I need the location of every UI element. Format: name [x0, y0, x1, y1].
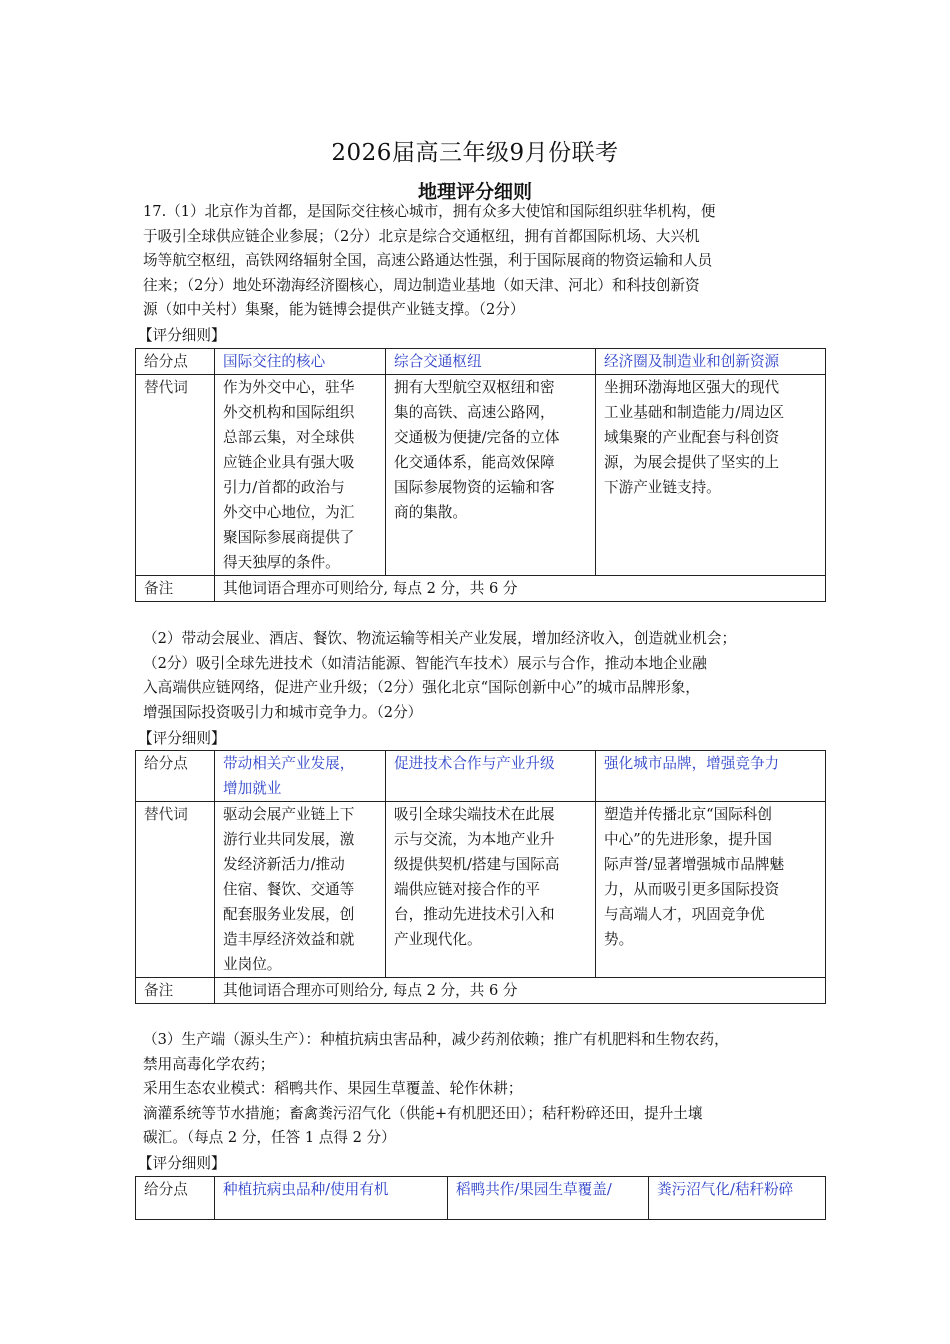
q17-3-rubric-table — [135, 1176, 826, 1220]
cell-line: 强化城市品牌，增强竞争力 — [604, 755, 780, 772]
cell-line: 总部云集，对全球供 — [223, 429, 355, 446]
cell-line: 游行业共同发展，激 — [223, 831, 355, 848]
cell-line: 域集聚的产业配套与科创资 — [604, 429, 780, 446]
cell-line: 造丰厚经济效益和就 — [223, 931, 355, 948]
cell-line: 作为外交中心，驻华 — [223, 379, 355, 396]
doc-subtitle: 地理评分细则 — [417, 181, 532, 203]
scoring-point: 国际交往的核心 — [215, 349, 386, 375]
cell-line: 外交中心地位，为汇 — [223, 504, 355, 521]
alternative-cell — [386, 802, 596, 978]
cell-line: 与高端人才，巩固竞争优 — [604, 906, 765, 923]
q17-2-answer — [143, 627, 823, 725]
doc-title: 2026届高三年级9月份联考 — [331, 140, 619, 166]
cell-line: 驱动会展产业链上下 — [223, 806, 355, 823]
q17-3-line: 采用生态农业模式：稻鸭共作、果园生草覆盖、轮作休耕； — [143, 1080, 523, 1097]
cell-line: 住宿、餐饮、交通等 — [223, 881, 355, 898]
cell-line: 产业现代化。 — [394, 931, 482, 948]
cell-line: 外交机构和国际组织 — [223, 404, 355, 421]
q17-3-line: 禁用高毒化学农药； — [143, 1055, 275, 1073]
q17-1-answer — [143, 200, 823, 323]
cell-line: 业岗位。 — [223, 956, 282, 973]
row-head-points: 给分点 — [136, 1177, 215, 1220]
q17-2-rubric-table — [135, 750, 826, 1004]
q17-3-line: 碳汇。（每点 2 分，任答 1 点得 2 分） — [143, 1129, 396, 1146]
cell-line: 化交通体系，能高效保障 — [394, 454, 555, 471]
table-row — [136, 349, 826, 375]
q17-1-line: 往来；（2分）地处环渤海经济圈核心，周边制造业基地（如天津、河北）和科技创新资 — [143, 276, 700, 294]
cell-line: 聚国际参展商提供了 — [223, 529, 355, 546]
cell-line: 带动相关产业发展， — [223, 755, 355, 772]
cell-line: 端供应链对接合作的平 — [394, 881, 540, 898]
cell-line: 下游产业链支持。 — [604, 479, 721, 496]
cell-line: 势。 — [604, 931, 634, 948]
scoring-point: 粪污沼气化/秸秆粉碎 — [649, 1177, 826, 1220]
scoring-point: 稻鸭共作/果园生草覆盖/ — [448, 1177, 649, 1220]
cell-line: 台，推动先进技术引入和 — [394, 906, 555, 923]
table-row — [136, 802, 826, 978]
cell-line: 中心”的先进形象，提升国 — [604, 831, 772, 848]
alternative-cell — [596, 802, 826, 978]
q17-3-line: （3）生产端（源头生产）：种植抗病虫害品种，减少药剂依赖；推广有机肥料和生物农药， — [143, 1031, 729, 1048]
cell-line: 塑造并传播北京“国际科创 — [604, 806, 772, 823]
cell-line: 引力/首都的政治与 — [223, 479, 345, 496]
row-head-points: 给分点 — [136, 349, 215, 375]
alternative-cell — [215, 375, 386, 576]
cell-line: 国际参展物资的运输和客 — [394, 479, 555, 496]
q17-1-line: 场等航空枢纽，高铁网络辐射全国，高速公路通达性强，利于国际展商的物资运输和人员 — [143, 252, 713, 269]
alternative-cell — [596, 375, 826, 576]
q17-2-rubric-label: 【评分细则】 — [138, 730, 226, 747]
scoring-point: 种植抗病虫品种/使用有机 — [215, 1177, 448, 1220]
alternative-cell — [386, 375, 596, 576]
row-head-note: 备注 — [136, 978, 215, 1004]
cell-line: 拥有大型航空双枢纽和密 — [394, 379, 555, 396]
cell-line: 配套服务业发展，创 — [223, 906, 355, 923]
cell-line: 增加就业 — [223, 780, 282, 797]
table-row — [136, 751, 826, 802]
q17-1-rubric-table — [135, 348, 826, 602]
cell-line: 促进技术合作与产业升级 — [394, 755, 555, 772]
cell-line: 工业基础和制造能力/周边区 — [604, 404, 785, 421]
note-cell: 其他词语合理亦可则给分, 每点 2 分，共 6 分 — [215, 576, 826, 602]
q17-2-line: （2）带动会展业、酒店、餐饮、物流运输等相关产业发展，增加经济收入，创造就业机会； — [143, 630, 737, 647]
scoring-point: 综合交通枢纽 — [386, 349, 596, 375]
table-row — [136, 375, 826, 576]
scoring-point — [386, 751, 596, 802]
q17-1-line: 17.（1）北京作为首都，是国际交往核心城市，拥有众多大使馆和国际组织驻华机构，便 — [143, 203, 716, 220]
cell-line: 集的高铁、高速公路网， — [394, 404, 555, 421]
cell-line: 际声誉/显著增强城市品牌魅 — [604, 856, 785, 873]
row-head-alternatives: 替代词 — [136, 802, 215, 978]
q17-1-line: 于吸引全球供应链企业参展；（2分）北京是综合交通枢纽，拥有首都国际机场、大兴机 — [143, 227, 700, 245]
q17-2-line: 入高端供应链网络，促进产业升级；（2分）强化北京“国际创新中心”的城市品牌形象， — [143, 679, 700, 696]
cell-line: 示与交流，为本地产业升 — [394, 831, 555, 848]
q17-3-answer — [143, 1028, 823, 1151]
row-head-alternatives: 替代词 — [136, 375, 215, 576]
q17-1-line: 源（如中关村）集聚，能为链博会提供产业链支撑。（2分） — [143, 301, 525, 318]
note-cell: 其他词语合理亦可则给分, 每点 2 分，共 6 分 — [215, 978, 826, 1004]
cell-line: 得天独厚的条件。 — [223, 554, 340, 571]
q17-1-rubric-label: 【评分细则】 — [138, 327, 226, 344]
cell-line: 发经济新活力/推动 — [223, 856, 345, 873]
cell-line: 级提供契机/搭建与国际高 — [394, 856, 560, 873]
q17-2-line: 增强国际投资吸引力和城市竞争力。（2分） — [143, 703, 423, 721]
q17-3-rubric-label: 【评分细则】 — [138, 1155, 226, 1172]
row-head-note: 备注 — [136, 576, 215, 602]
cell-line: 坐拥环渤海地区强大的现代 — [604, 379, 780, 396]
cell-line: 商的集散。 — [394, 504, 467, 521]
table-row — [136, 1177, 826, 1220]
cell-line: 力，从而吸引更多国际投资 — [604, 881, 780, 898]
table-row — [136, 576, 826, 602]
table-row — [136, 978, 826, 1004]
cell-line: 源，为展会提供了坚实的上 — [604, 454, 780, 471]
scoring-point — [596, 751, 826, 802]
scoring-point: 经济圈及制造业和创新资源 — [596, 349, 826, 375]
q17-3-line: 滴灌系统等节水措施；畜禽粪污沼气化（供能+有机肥还田）；秸秆粉碎还田，提升土壤 — [143, 1104, 703, 1122]
cell-line: 应链企业具有强大吸 — [223, 454, 355, 471]
scoring-point — [215, 751, 386, 802]
row-head-points: 给分点 — [136, 751, 215, 802]
cell-line: 吸引全球尖端技术在此展 — [394, 806, 555, 823]
q17-2-line: （2分）吸引全球先进技术（如清洁能源、智能汽车技术）展示与合作，推动本地企业融 — [143, 654, 707, 672]
alternative-cell — [215, 802, 386, 978]
cell-line: 交通极为便捷/完备的立体 — [394, 429, 560, 446]
